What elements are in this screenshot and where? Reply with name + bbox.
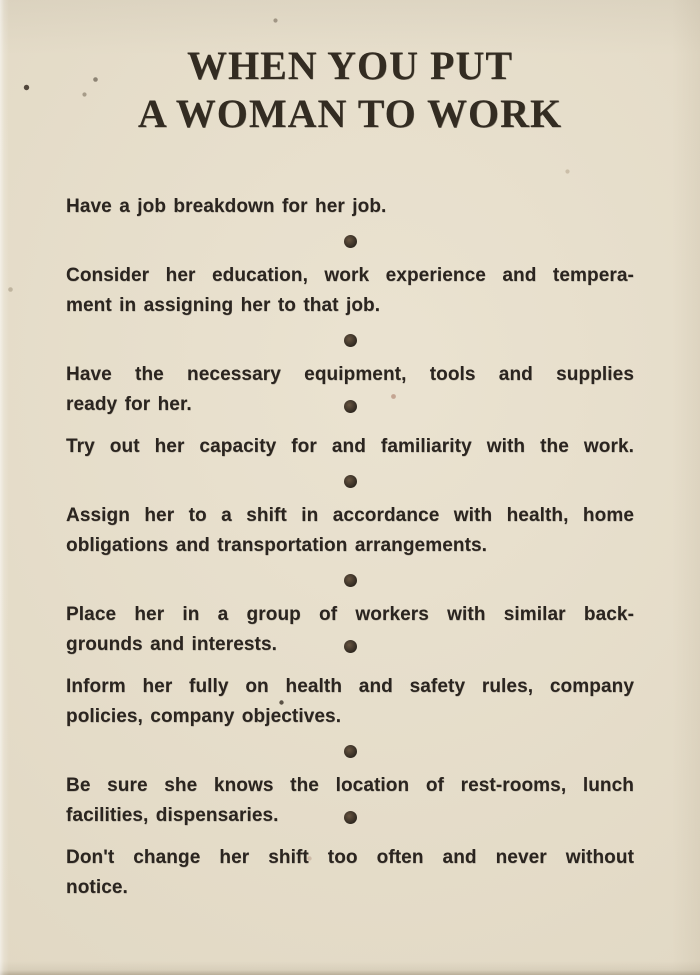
list-item [66, 501, 634, 561]
list-item-line: Assign her to a shift in accordance with health, home [66, 505, 634, 526]
list-item [66, 600, 634, 660]
list-item-line: facilities, dispensaries. [66, 805, 279, 826]
list-item [66, 192, 634, 222]
bullet-icon [344, 475, 357, 488]
list-item-line: notice. [66, 877, 128, 898]
list-item [66, 360, 634, 420]
list-item-line: Consider her education, work experience and tempera- [66, 265, 634, 286]
list-item-line: Inform her fully on health and safety rules, company [66, 676, 634, 697]
list-item-line: Place her in a group of workers with similar back- [66, 604, 634, 625]
list-item [66, 432, 634, 462]
list-item-line: Be sure she knows the location of rest-rooms, lunch [66, 775, 634, 796]
list-item-line: policies, company objectives. [66, 706, 342, 727]
bullet-icon [344, 235, 357, 248]
bullet-icon [344, 574, 357, 587]
list-item-line: Try out her capacity for and familiarity with the work. [66, 436, 634, 457]
guideline-list [0, 192, 700, 903]
poster-title-line-2: A WOMAN TO WORK [137, 91, 563, 136]
list-item-line: ready for her. [66, 394, 192, 415]
list-item-line: obligations and transportation arrangements. [66, 535, 488, 556]
list-item [66, 843, 634, 903]
list-item-line: Have the necessary equipment, tools and supplies [66, 364, 634, 385]
list-item [66, 261, 634, 321]
list-item-line: Don't change her shift too often and never without [66, 847, 634, 868]
list-item-line: grounds and interests. [66, 634, 278, 655]
bullet-icon [344, 334, 357, 347]
list-item [66, 771, 634, 831]
list-item-line: Have a job breakdown for her job. [66, 196, 387, 217]
poster-title-line-1: WHEN YOU PUT [186, 43, 514, 88]
poster-title [0, 0, 700, 138]
list-item-line: ment in assigning her to that job. [66, 295, 381, 316]
list-item [66, 672, 634, 732]
bullet-icon [344, 745, 357, 758]
